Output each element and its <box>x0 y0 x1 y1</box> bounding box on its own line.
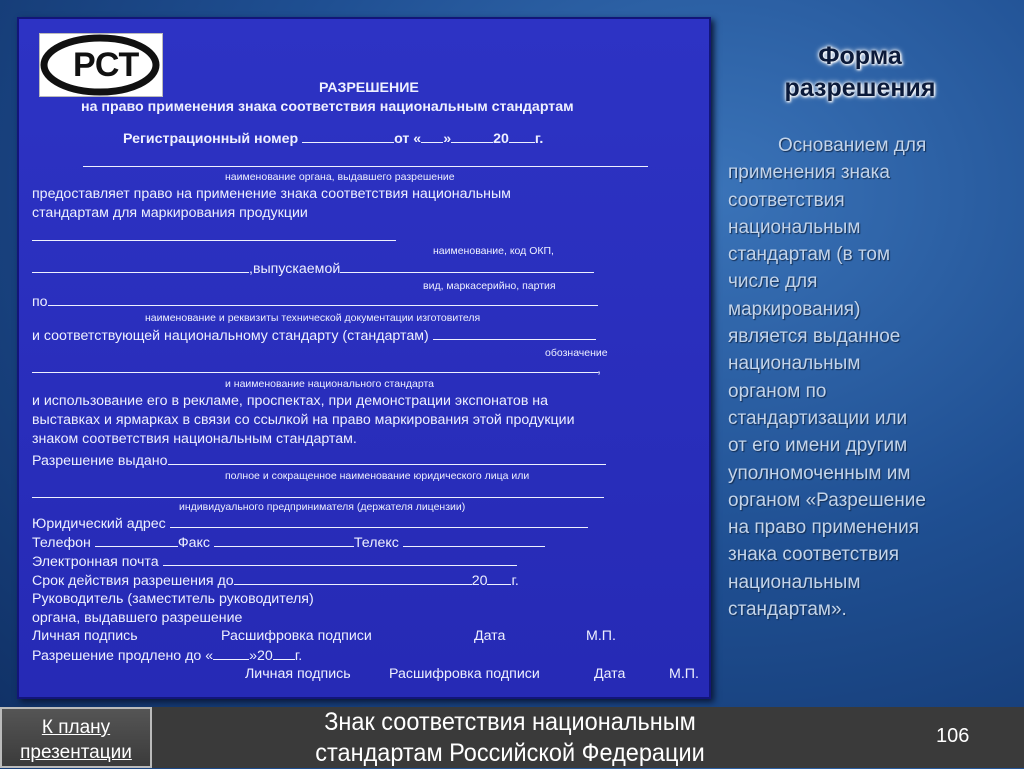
rst-logo-icon <box>40 34 162 96</box>
description-line: Основанием для <box>778 135 927 156</box>
registration-quote-close: » <box>443 131 452 147</box>
logo-lettering: РСТ <box>73 46 140 84</box>
description-line: знака соответствия <box>728 544 899 566</box>
footer-title-line2: стандартам Российской Федерации <box>315 739 705 767</box>
legal-address-label: Юридический адрес <box>32 516 166 532</box>
email-label: Электронная почта <box>32 554 159 570</box>
telex-label: Телекс <box>353 535 399 551</box>
slide-title <box>760 40 960 104</box>
head-line-2: органа, выдавшего разрешение <box>32 610 243 626</box>
validity-label: Срок действия разрешения до <box>32 573 234 589</box>
validity-date-field <box>234 572 472 585</box>
usage-line-1: и использование его в рекламе, проспектах, при демонстрации экспонатов на <box>32 393 549 409</box>
signature-label: Личная подпись <box>32 628 138 644</box>
hint-name-okp: наименование, код ОКП, <box>433 245 554 257</box>
hint-designation: обозначение <box>545 347 608 359</box>
description-line: маркирования) <box>728 298 861 320</box>
by-line <box>32 293 598 311</box>
registration-year: 20 <box>493 131 509 147</box>
phone-label: Телефон <box>32 535 91 551</box>
fax-field <box>214 534 354 547</box>
registration-label: Регистрационный номер <box>123 131 299 147</box>
telex-field <box>403 534 545 547</box>
description-line: соответствия <box>728 189 845 211</box>
email-field <box>163 553 517 566</box>
decoding-label: Расшифровка подписи <box>221 628 372 644</box>
usage-line-3: знаком соответствия национальным стандартам. <box>32 431 357 447</box>
registration-month-field <box>451 130 493 143</box>
registration-from: от « <box>394 131 422 147</box>
validity-suffix: г. <box>511 573 519 589</box>
issued-to-field <box>168 452 606 465</box>
hint-batch: вид, маркасерийно, партия <box>423 280 556 292</box>
back-to-plan-line1: К плану <box>41 717 111 738</box>
back-to-plan-line2: презентации <box>20 742 132 763</box>
grants-line-2: стандартам для маркирования продукции <box>32 205 308 221</box>
footer-title-line1: Знак соответствия национальным <box>324 708 696 736</box>
rst-logo <box>39 33 163 97</box>
hint-legal-name: полное и сокращенное наименование юридического лица или <box>225 470 530 482</box>
conforming-label: и соответствующей национальному стандарту (стандартам) <box>32 328 429 344</box>
description-line: национальным <box>728 216 861 238</box>
description-line: применения знака <box>728 162 890 184</box>
seal-label-2: М.П. <box>669 666 699 682</box>
standard-designation-field <box>433 327 596 340</box>
description-line: национальным <box>728 571 861 593</box>
produced-line <box>32 260 594 278</box>
seal-label: М.П. <box>586 628 616 644</box>
description-line: стандартам». <box>728 599 847 621</box>
date-label-2: Дата <box>594 666 626 682</box>
extended-line <box>32 647 302 665</box>
issued-to-label: Разрешение выдано <box>32 453 168 469</box>
issuer-field <box>83 166 648 167</box>
product-continuation-field <box>32 260 249 273</box>
date-label: Дата <box>474 628 506 644</box>
description-line: на право применения <box>728 517 920 539</box>
description-line: числе для <box>728 271 818 293</box>
issued-to-line <box>32 452 606 470</box>
hint-techdoc: наименование и реквизиты технической документации изготовителя <box>145 312 481 324</box>
description-line: национальным <box>728 353 861 375</box>
description-line: уполномоченным им <box>728 462 911 484</box>
email-line <box>32 553 517 571</box>
registration-year-field <box>509 130 535 143</box>
validity-year: 20 <box>471 573 488 589</box>
techdoc-field <box>48 293 598 306</box>
phone-line <box>32 534 545 552</box>
back-to-plan-button[interactable] <box>0 707 152 768</box>
grants-line-1: предоставляет право на применение знака соответствия национальным <box>32 186 511 202</box>
standard-name-field <box>32 372 598 373</box>
description-line: от его имени другим <box>728 435 908 457</box>
registration-day-field <box>421 130 443 143</box>
registration-number-field <box>302 130 394 143</box>
description-line: является выданное <box>728 326 901 348</box>
footer-bar <box>0 707 1024 768</box>
form-subheading: на право применения знака соответствия национальным стандартам <box>81 99 574 115</box>
issued-to-field-2 <box>32 497 604 498</box>
phone-field <box>95 534 178 547</box>
description-line: органом «Разрешение <box>728 489 926 511</box>
hint-standard-name: и наименование национального стандарта <box>225 378 434 390</box>
description-line: стандартизации или <box>728 407 908 429</box>
signature-label-2: Личная подпись <box>245 666 351 682</box>
extended-day-field <box>213 647 249 660</box>
head-line-1: Руководитель (заместитель руководителя) <box>32 591 314 607</box>
product-field <box>32 240 396 241</box>
hint-issuer: наименование органа, выдавшего разрешение <box>225 171 455 183</box>
description-line: стандартам (в том <box>728 244 891 266</box>
legal-address-field <box>170 515 588 528</box>
registration-year-suffix: г. <box>534 131 544 147</box>
footer-title <box>219 707 802 769</box>
fax-label: Факс <box>177 535 210 551</box>
slide-title-line1: Форма <box>818 42 902 70</box>
conforming-line <box>32 327 596 345</box>
extended-year-field <box>273 647 295 660</box>
slide-description <box>728 132 1004 623</box>
permit-form <box>17 17 711 699</box>
slide-title-line2: разрешения <box>784 74 936 102</box>
registration-line <box>123 130 543 148</box>
validity-year-field <box>487 572 511 585</box>
comma-mark: , <box>597 361 601 377</box>
usage-line-2: выставках и ярмарках в связи со ссылкой на право маркирования этой продукции <box>32 412 575 428</box>
produced-field <box>340 260 594 273</box>
validity-line <box>32 572 519 590</box>
decoding-label-2: Расшифровка подписи <box>389 666 540 682</box>
extended-mid: »20 <box>249 648 273 664</box>
hint-entrepreneur: индивидуального предпринимателя (держателя лицензии) <box>179 501 466 513</box>
page-number: 106 <box>936 725 970 747</box>
by-prefix: по <box>32 294 48 310</box>
produced-label: ,выпускаемой <box>249 261 341 277</box>
form-heading: РАЗРЕШЕНИЕ <box>319 80 419 96</box>
extended-suffix: г. <box>294 648 303 664</box>
legal-address-line <box>32 515 588 533</box>
extended-prefix: Разрешение продлено до « <box>32 648 214 664</box>
description-line: органом по <box>728 380 827 402</box>
